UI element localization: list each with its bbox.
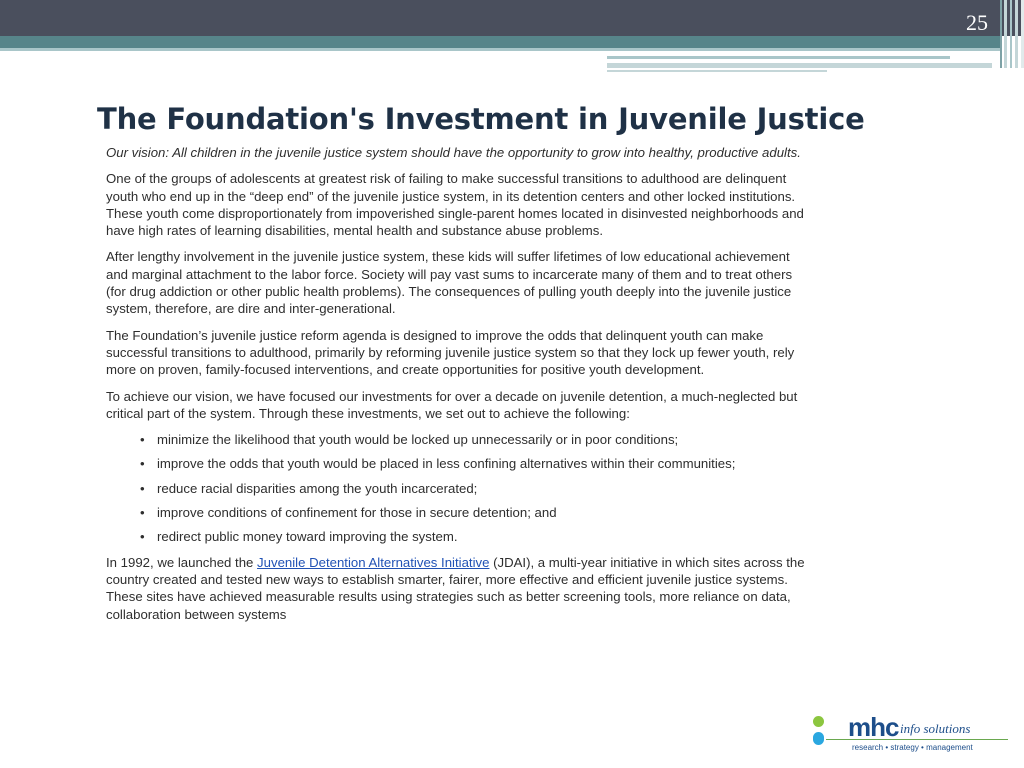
mhc-logo bbox=[812, 708, 1012, 760]
list-item bbox=[106, 504, 811, 521]
green-dot-icon bbox=[813, 716, 824, 727]
logo-tagline: research • strategy • management bbox=[852, 743, 973, 752]
list-item bbox=[106, 455, 811, 472]
teal-band bbox=[0, 36, 1000, 48]
bullet-icon: • bbox=[140, 480, 145, 496]
logo-subbrand: info solutions bbox=[900, 721, 971, 736]
accent-stripe bbox=[607, 70, 827, 72]
list-item-text: improve conditions of confinement for those in secure detention; and bbox=[157, 505, 557, 521]
paragraph: To achieve our vision, we have focused our investments for over a decade on juvenile detention, a much-neglected but critical part of the system. Through these investments, we set out to achieve the following: bbox=[106, 388, 798, 421]
paragraph: After lengthy involvement in the juvenile justice system, these kids will suffer lifetimes of low educational achievement and marginal attachment to the labor force. Society will pay vast sums to incarcerate many of them and to treat others (for drug addiction or other public health problems). The consequences of pulling youth deeply into the juvenile justice system, therefore, are dire and inter-generational. bbox=[106, 249, 793, 317]
blue-dot-icon bbox=[813, 732, 824, 745]
slide-number: 25 bbox=[966, 10, 988, 35]
bullet-icon: • bbox=[140, 505, 145, 521]
logo-brand: mhc bbox=[848, 712, 899, 742]
vertical-stripe bbox=[1000, 0, 1002, 68]
vertical-stripe bbox=[1010, 0, 1012, 68]
list-item-text: improve the odds that youth would be placed in less confining alternatives within their communities; bbox=[157, 456, 736, 472]
list-item bbox=[106, 480, 811, 497]
bullet-icon: • bbox=[140, 529, 145, 545]
bullet-icon: • bbox=[140, 432, 145, 448]
accent-stripe bbox=[607, 56, 950, 59]
vision-statement: Our vision: All children in the juvenile justice system should have the opportunity to grow into healthy, productive adults. bbox=[106, 145, 801, 160]
document-excerpt bbox=[106, 144, 811, 742]
accent-stripe bbox=[607, 63, 992, 68]
list-item bbox=[106, 528, 811, 545]
top-banner bbox=[0, 0, 1024, 36]
closing-text: In 1992, we launched the bbox=[106, 554, 258, 570]
light-band bbox=[0, 48, 1000, 51]
list-item-text: minimize the likelihood that youth would be locked up unnecessarily or in poor conditions; bbox=[157, 432, 679, 448]
jdai-link[interactable]: Juvenile Detention Alternatives Initiative bbox=[257, 554, 490, 570]
paragraph: The Foundation’s juvenile justice reform agenda is designed to improve the odds that delinquent youth can make successful transitions to adulthood, primarily by reforming juvenile justice system so that they lock up fewer youth, rely more on proven, family-focused interventions, and create opportunities for positive youth development. bbox=[106, 327, 795, 378]
closing-text: (JDAI), a multi-year initiative in which sites across the country created and tested new ways to establish smarter, fairer, more effective and efficient juvenile justice systems. These sites have achieved measurable results using strategies such as better screening tools, more reliance on data, collaboration between systems bbox=[106, 554, 805, 622]
list-item-text: redirect public money toward improving the system. bbox=[157, 529, 458, 545]
list-item-text: reduce racial disparities among the youth incarcerated; bbox=[157, 480, 478, 496]
paragraph: One of the groups of adolescents at greatest risk of failing to make successful transitions to adulthood are delinquent youth who end up in the “deep end” of the juvenile justice system, in its detention centers and other locked institutions. These youth come disproportionately from impoverished single-parent homes located in disinvested neighborhoods and have high rates of learning disabilities, mental health and substance abuse problems. bbox=[106, 171, 804, 239]
vertical-stripe bbox=[1004, 0, 1007, 68]
logo-dots-icon bbox=[812, 708, 826, 752]
closing-paragraph bbox=[106, 554, 811, 623]
list-item bbox=[106, 431, 811, 448]
goals-list bbox=[106, 431, 811, 545]
bullet-icon: • bbox=[140, 456, 145, 472]
slide-title: The Foundation's Investment in Juvenile Justice bbox=[97, 102, 865, 136]
vertical-stripe bbox=[1015, 0, 1018, 68]
